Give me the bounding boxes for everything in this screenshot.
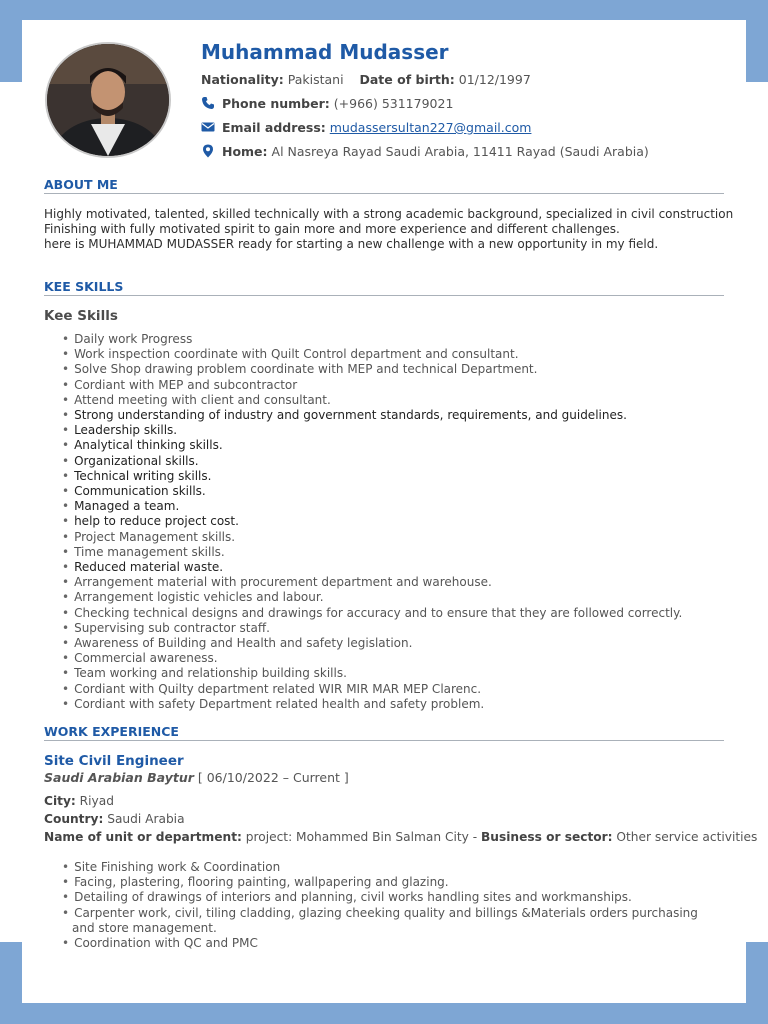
employer-name: Saudi Arabian Baytur <box>44 770 194 785</box>
about-line: Highly motivated, talented, skilled technically with a strong academic background, specialized in civil construction <box>44 207 734 221</box>
list-item: • Attend meeting with client and consultant. <box>62 393 682 408</box>
list-item: • Solve Shop drawing problem coordinate with MEP and technical Department. <box>62 362 682 377</box>
list-item: • Time management skills. <box>62 545 682 560</box>
unit-label: Name of unit or department: <box>44 830 242 844</box>
location-pin-icon <box>201 144 215 158</box>
list-item: • Arrangement material with procurement department and warehouse. <box>62 575 682 590</box>
duties-list <box>62 860 722 951</box>
skills-heading: KEE SKILLS <box>44 279 724 296</box>
list-item: • Reduced material waste. <box>62 560 682 575</box>
about-line: Finishing with fully motivated spirit to gain more and more experience and different challenges. <box>44 222 620 237</box>
experience-heading: WORK EXPERIENCE <box>44 724 724 741</box>
country-row <box>44 812 185 826</box>
list-item: • Project Management skills. <box>62 530 682 545</box>
list-item: • Commercial awareness. <box>62 651 682 666</box>
phone-label: Phone number: <box>221 96 330 111</box>
list-item: • Strong understanding of industry and government standards, requirements, and guidelines. <box>62 408 682 423</box>
city-label: City: <box>44 794 76 808</box>
list-item: • Communication skills. <box>62 484 682 499</box>
profile-photo <box>45 42 171 158</box>
unit-value: project: Mohammed Bin Salman City - <box>245 830 481 844</box>
list-item: • Site Finishing work & Coordination <box>62 860 722 875</box>
list-item: • help to reduce project cost. <box>62 514 682 529</box>
list-item: • Cordiant with safety Department related health and safety problem. <box>62 697 682 712</box>
list-item: • Checking technical designs and drawings for accuracy and to ensure that they are followed correctly. <box>62 606 682 621</box>
sector-value: Other service activities <box>616 830 758 844</box>
list-item: • Daily work Progress <box>62 332 682 347</box>
job-title: Site Civil Engineer <box>44 753 184 769</box>
sector-label: Business or sector: <box>481 830 613 844</box>
about-line: here is MUHAMMAD MUDASSER ready for starting a new challenge with a new opportunity in my field. <box>44 237 659 252</box>
phone-value: (+966) 531179021 <box>333 96 454 111</box>
list-item: • Analytical thinking skills. <box>62 438 682 453</box>
list-item: • Leadership skills. <box>62 423 682 438</box>
nationality-label: Nationality: <box>201 72 284 87</box>
list-item: • Organizational skills. <box>62 454 682 469</box>
country-value: Saudi Arabia <box>107 812 185 826</box>
list-item: • Detailing of drawings of interiors and planning, civil works handling sites and workmanships. <box>62 890 722 905</box>
list-item: • Coordination with QC and PMC <box>62 936 722 951</box>
home-row <box>201 144 649 159</box>
skills-list <box>62 332 682 712</box>
candidate-name: Muhammad Mudasser <box>201 40 449 64</box>
email-label: Email address: <box>221 120 326 135</box>
list-item: • Facing, plastering, flooring painting, wallpapering and glazing. <box>62 875 722 890</box>
nationality-value: Pakistani <box>287 72 344 87</box>
home-label: Home: <box>221 144 268 159</box>
list-item: • Managed a team. <box>62 499 682 514</box>
home-value: Al Nasreya Rayad Saudi Arabia, 11411 Rayad (Saudi Arabia) <box>271 144 649 159</box>
skills-subheading: Kee Skills <box>44 308 118 324</box>
city-row <box>44 794 114 808</box>
envelope-icon <box>201 120 215 134</box>
personal-details-row <box>201 72 531 87</box>
list-item: • Team working and relationship building skills. <box>62 666 682 681</box>
phone-icon <box>201 96 215 110</box>
list-item: • Work inspection coordinate with Quilt Control department and consultant. <box>62 347 682 362</box>
about-heading: ABOUT ME <box>44 177 724 194</box>
country-label: Country: <box>44 812 104 826</box>
list-item: • Cordiant with Quilty department related WIR MIR MAR MEP Clarenc. <box>62 682 682 697</box>
list-item: • Technical writing skills. <box>62 469 682 484</box>
list-item: • Awareness of Building and Health and safety legislation. <box>62 636 682 651</box>
list-item: • Arrangement logistic vehicles and labour. <box>62 590 682 605</box>
list-item: • Supervising sub contractor staff. <box>62 621 682 636</box>
employment-dates: [ 06/10/2022 – Current ] <box>197 770 349 785</box>
city-value: Riyad <box>79 794 114 808</box>
phone-row <box>201 96 453 111</box>
about-text <box>44 207 734 253</box>
dob-value: 01/12/1997 <box>458 72 531 87</box>
dob-label: Date of birth: <box>359 72 455 87</box>
list-item: • Carpenter work, civil, tiling cladding, glazing cheeking quality and billings &Materials orders purchasing and store management. <box>62 906 722 936</box>
list-item: • Cordiant with MEP and subcontractor <box>62 378 682 393</box>
employer-row <box>44 770 349 785</box>
department-row <box>44 830 757 844</box>
email-row <box>201 120 531 135</box>
email-link[interactable]: mudassersultan227@gmail.com <box>329 120 532 135</box>
